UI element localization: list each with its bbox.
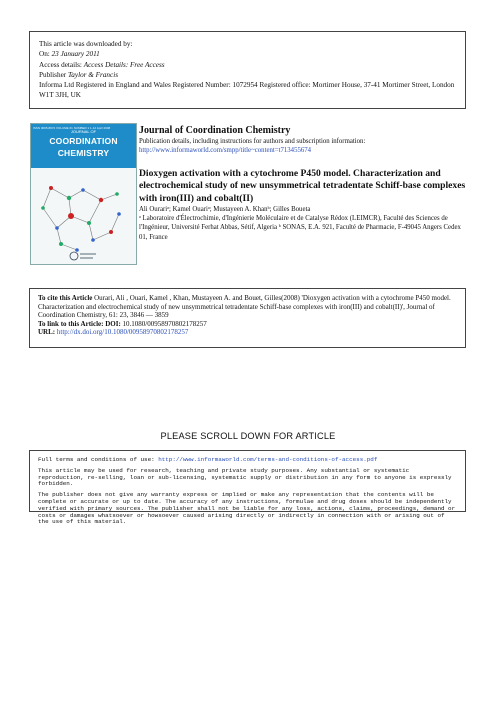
journal-name: Journal of Coordination Chemistry: [139, 125, 291, 136]
scroll-notice: PLEASE SCROLL DOWN FOR ARTICLE: [160, 431, 336, 441]
cite-this-article: To cite this Article Ourari, Ali , Ouari, Kamel , Khan, Mustayeen A. and Bouet, Gilles(2008) 'Dioxygen activation with a cytochrome P450 model. Characterization and electrochemical study of new unsymmetrical tetradentate Schiff-base complexes with iron(III) and cobalt(II)', Journal of Coordination Chemistry, 61: 23, 3846 — 3859: [38, 294, 451, 320]
terms-paragraph-2: The publisher does not give any warranty express or implied or make any representation that the contents will be complete or accurate or up to date. The accuracy of any instructions, formulae and drug doses should be independently verified with primary sources. The publisher shall not be liable for any loss, actions, claims, proceedings, demand or costs or damages whatsoever or howsoever caused arising directly or indirectly in connection with or arising out of the use of this material.: [38, 491, 456, 526]
download-info-box: [29, 31, 466, 109]
article-title: Dioxygen activation with a cytochrome P450 model. Characterization and electrochemical study of new unsymmetrical tetradentate Schiff-base complexes with iron(III) and cobalt(II): [139, 168, 466, 204]
cover-title-line3: CHEMISTRY: [57, 148, 110, 158]
publisher: Publisher Taylor & Francis: [39, 70, 119, 79]
journal-url-link[interactable]: http://www.informaworld.com/smpp/title~content=t713455674: [139, 147, 312, 154]
terms-box: [29, 450, 466, 526]
doi-line: To link to this Article: DOI: 10.1080/00958970802178257: [38, 319, 207, 328]
terms-url-link[interactable]: http://www.informaworld.com/terms-and-conditions-of-access.pdf: [158, 456, 378, 463]
publication-details: Publication details, including instructions for authors and subscription information:: [139, 138, 366, 145]
authors-block: [139, 205, 469, 242]
cover-title-line2: COORDINATION: [49, 136, 118, 146]
journal-cover-image: [30, 123, 137, 265]
access-details: Access details: Access Details: Free Access: [39, 60, 165, 69]
registration-info: Informa Ltd Registered in England and Wales Registered Number: 1072954 Registered office: Mortimer House, 37-41 Mortimer Street, London W1T 3JH, UK: [39, 81, 455, 100]
cover-title-line1: JOURNAL OF: [70, 129, 97, 134]
citation-box: [29, 288, 466, 348]
author-list: Ali Ourariᵃ; Kamel Ouariᵃ; Mustayeen A. Khanᵇ; Gilles Boueta: [139, 206, 311, 213]
url-line: URL: http://dx.doi.org/10.1080/00958970802178257: [38, 328, 189, 337]
journal-header: [139, 125, 469, 155]
downloaded-by: This article was downloaded by:: [39, 40, 133, 48]
cover-issn-strip: ISSN 0095-8972 VOLUME 61 NUMBER 1 1-12 April 2008: [33, 126, 111, 130]
download-date: On: 23 January 2011: [39, 50, 100, 59]
full-terms-line: Full terms and conditions of use: http://www.informaworld.com/terms-and-conditions-of-access.pdf: [38, 456, 378, 463]
doi-url-link[interactable]: http://dx.doi.org/10.1080/00958970802178257: [56, 328, 189, 337]
author-affiliations: ᵃ Laboratoire d'Électrochimie, d'Ingénierie Moléculaire et de Catalyse Rédox (LEIMCR), Faculté des Sciences de l'Ingénieur, Université Ferhat Abbas, Sétif, Algeria ᵇ SONAS, E.A. 921, Faculté de Pharmacie, F-49045 Angers Cedex 01, France: [139, 215, 461, 241]
terms-paragraph-1: This article may be used for research, teaching and private study purposes. Any substantial or systematic reproduction, re-selling, loan or sub-licensing, systematic supply or distribution in any form to anyone is expressly forbidden.: [38, 466, 452, 488]
doi-value: 10.1080/00958970802178257: [122, 319, 207, 328]
taylor-francis-logo: [69, 248, 97, 258]
